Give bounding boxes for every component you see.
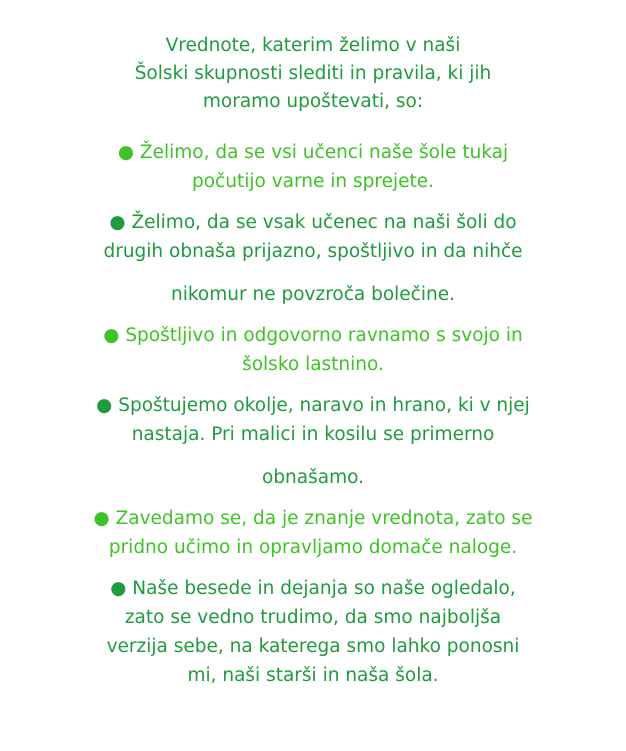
rule-line: ● Zavedamo se, da je znanje vrednota, zato se xyxy=(93,508,533,529)
rule-item xyxy=(0,574,626,690)
rule-line: nikomur ne povzroča bolečine. xyxy=(171,284,455,305)
rule-line: zato se vedno trudimo, da smo najboljša xyxy=(124,607,502,628)
rule-line: ● Naše besede in dejanja so naše ogledalo, xyxy=(110,578,516,599)
rule-line: šolsko lastnino. xyxy=(242,354,384,375)
bullet-icon: ● xyxy=(110,578,127,599)
rule-line: ● Spoštljivo in odgovorno ravnamo s svojo in xyxy=(103,325,523,346)
rule-line: pridno učimo in opravljamo domače naloge. xyxy=(108,537,518,558)
rule-line: nastaja. Pri malici in kosilu se primerno xyxy=(131,424,495,445)
bullet-icon: ● xyxy=(93,508,110,529)
rule-line: verzija sebe, na katerega smo lahko ponosni xyxy=(106,636,520,657)
rules-document xyxy=(0,32,626,702)
intro-heading xyxy=(0,32,626,116)
rule-line: mi, naši starši in naša šola. xyxy=(187,665,439,686)
rule-line: počutijo varne in sprejete. xyxy=(192,171,434,192)
intro-line: Šolski skupnosti slediti in pravila, ki jih xyxy=(134,63,492,84)
rule-line: drugih obnaša prijazno, spoštljivo in da nihče xyxy=(103,241,523,262)
rule-item xyxy=(0,208,626,309)
bullet-icon: ● xyxy=(96,395,113,416)
intro-line: moramo upoštevati, so: xyxy=(202,91,424,112)
rule-item xyxy=(0,504,626,562)
rule-line: ● Spoštujemo okolje, naravo in hrano, ki v njej xyxy=(96,395,530,416)
rule-line: ● Želimo, da se vsi učenci naše šole tukaj xyxy=(117,142,509,163)
bullet-icon: ● xyxy=(109,212,126,233)
rule-line: obnašamo. xyxy=(262,467,364,488)
rule-item xyxy=(0,391,626,492)
rule-line: ● Želimo, da se vsak učenec na naši šoli do xyxy=(109,212,517,233)
bullet-icon: ● xyxy=(117,142,134,163)
intro-line: Vrednote, katerim želimo v naši xyxy=(165,35,461,56)
bullet-icon: ● xyxy=(103,325,120,346)
rule-item xyxy=(0,138,626,196)
rule-item xyxy=(0,321,626,379)
